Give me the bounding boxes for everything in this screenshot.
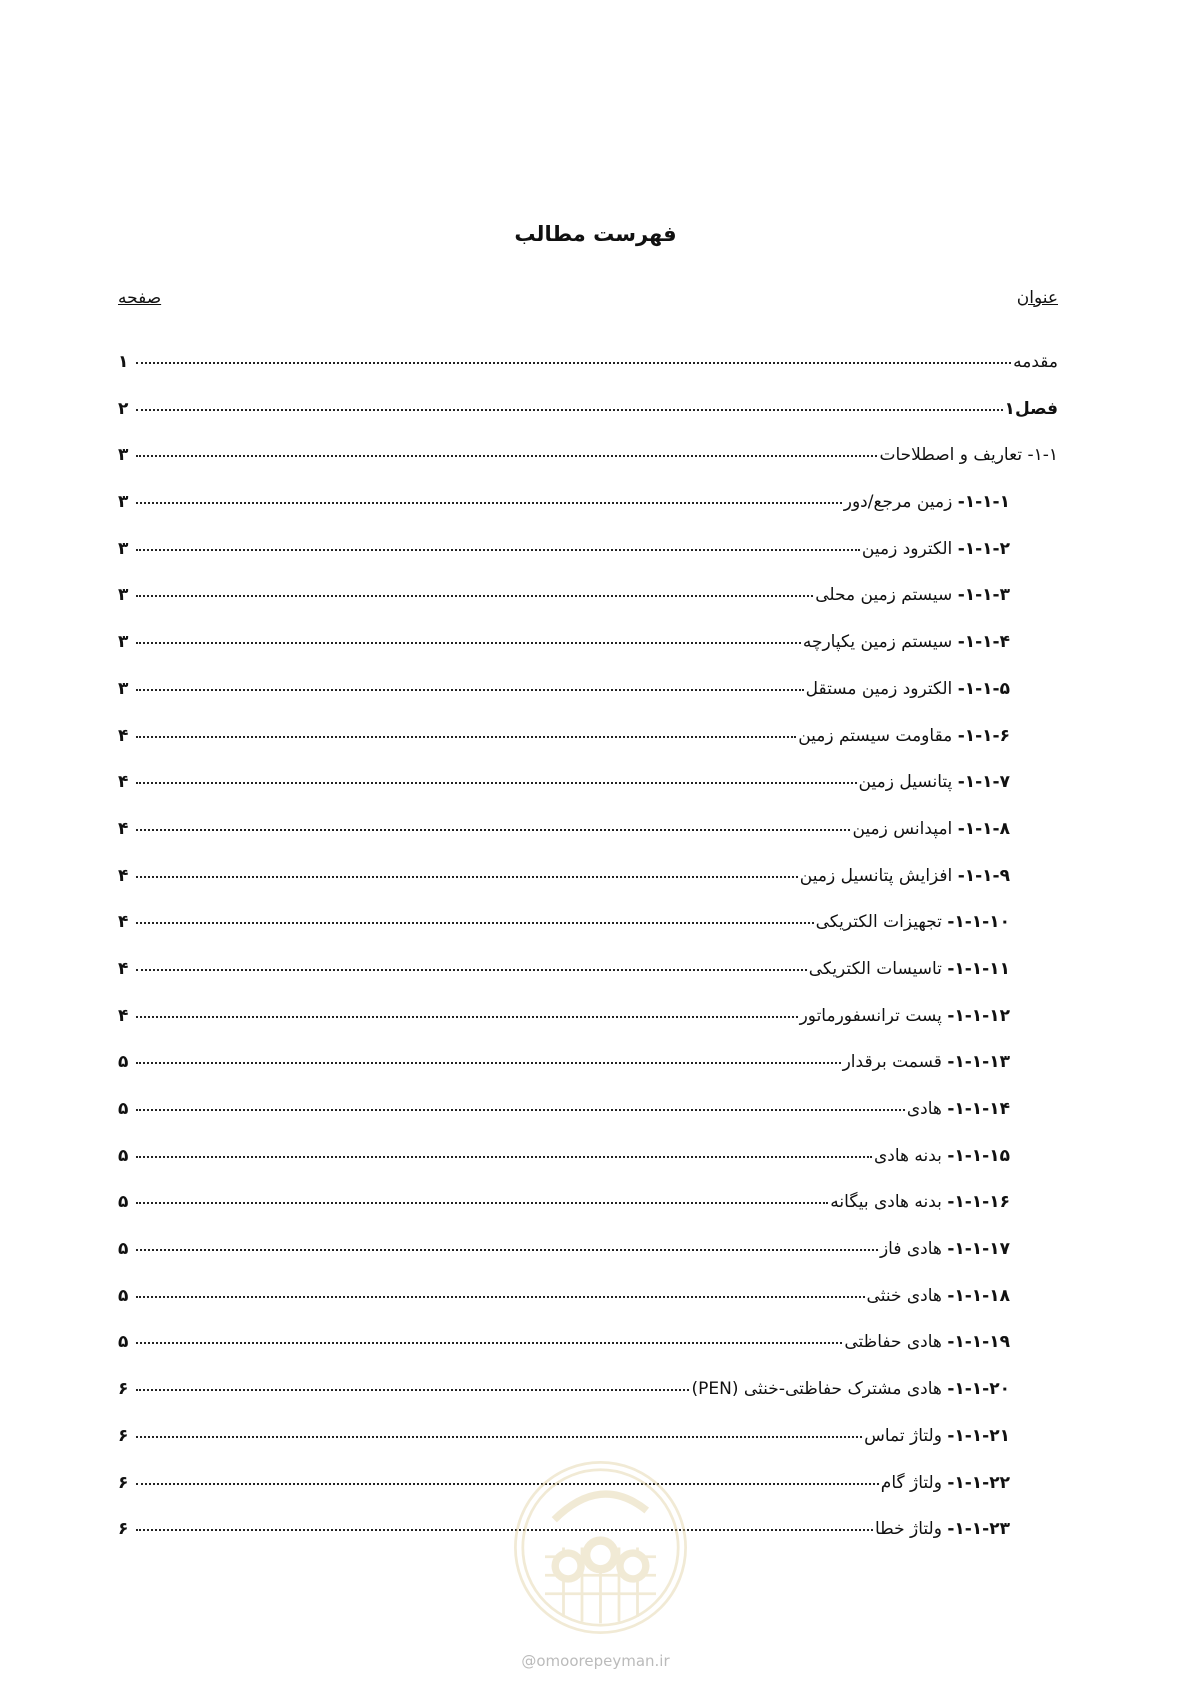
toc-entry-title — [867, 1286, 1058, 1306]
toc-entry-number: ۱-۱-۵- — [957, 678, 1010, 699]
toc-entry-page: ۴ — [118, 1005, 129, 1026]
toc-entry[interactable] — [118, 352, 1058, 399]
toc-leader-dots — [136, 1529, 873, 1531]
toc-entry-page: ۳ — [118, 492, 129, 513]
toc-entry-number: ۱-۱-۶- — [957, 725, 1010, 746]
toc-entry-number: ۱-۱-۱۸- — [947, 1285, 1010, 1306]
toc-entry-page: ۵ — [118, 1099, 129, 1119]
toc-entry-text: ولتاژ خطا — [874, 1519, 948, 1540]
toc-entry[interactable] — [118, 912, 1058, 959]
toc-entry-title — [864, 1426, 1058, 1446]
toc-entry-number: ۱-۱-۲۲- — [947, 1472, 1010, 1493]
toc-entry-page: ۳ — [118, 445, 129, 466]
toc-entry-number: ۱-۱-۱۵- — [947, 1145, 1010, 1166]
toc-entry-title — [879, 445, 1058, 465]
toc-entry-title — [830, 1192, 1058, 1212]
toc-leader-dots — [136, 736, 796, 738]
toc-entry-page: ۶ — [118, 1472, 129, 1493]
toc-entry-text: هادی خنثی — [866, 1285, 948, 1306]
toc-leader-dots — [136, 689, 804, 691]
toc-entry-title — [907, 1099, 1058, 1119]
toc-entry-number: ۱-۱-۳- — [957, 585, 1010, 606]
toc-entry-page: ۵ — [118, 1239, 129, 1260]
toc-entry-text: هادی مشترک حفاظتی-خنثی (PEN) — [691, 1379, 948, 1400]
toc-entry-text: الکترود زمین — [861, 538, 958, 559]
toc-entry-text: پتانسیل زمین — [858, 772, 958, 793]
toc-entry-number: ۱-۱-۲۱- — [947, 1425, 1010, 1446]
toc-entry-text: افزایش پتانسیل زمین — [799, 865, 958, 886]
toc-entry[interactable] — [118, 1239, 1058, 1286]
toc-entry-number: ۱-۱-۱۴- — [947, 1099, 1010, 1119]
page-title: فهرست مطالب — [514, 222, 677, 246]
toc-entry[interactable] — [118, 1286, 1058, 1333]
toc-entry-number: ۱-۱-۴- — [957, 632, 1010, 653]
toc-entry-title — [862, 539, 1058, 559]
toc-entry-text: قسمت برقدار — [842, 1052, 948, 1073]
toc-leader-dots — [136, 1342, 842, 1344]
toc-entry-number: ۱-۱-۲- — [957, 538, 1010, 559]
toc-entry-text: بدنه هادی — [873, 1145, 948, 1166]
toc-entry-number: ۱-۱-۱۰- — [947, 912, 1010, 933]
toc-entry-page: ۵ — [118, 1192, 129, 1213]
toc-entry-title — [815, 585, 1058, 605]
toc-entry-text: زمین مرجع/دور — [843, 492, 958, 513]
toc-entry-title — [800, 866, 1058, 886]
toc-entry-page: ۵ — [118, 1145, 129, 1166]
toc-entry-text: بدنه هادی بیگانه — [830, 1192, 948, 1213]
toc-entry-title — [880, 1239, 1058, 1259]
toc-entry-text: پست ترانسفورماتور — [799, 1005, 948, 1026]
toc-entry-title — [874, 1146, 1058, 1166]
toc-entry-text: مقدمه — [1013, 352, 1058, 372]
toc-entry-title — [816, 912, 1058, 932]
toc-leader-dots — [136, 595, 813, 597]
toc-entry-number: ۱-۱-۲۰- — [947, 1379, 1010, 1400]
column-header-title: عنوان — [1016, 288, 1058, 308]
toc-entry-page: ۳ — [118, 585, 129, 606]
toc-leader-dots — [136, 362, 1011, 364]
column-header-page: صفحه — [118, 288, 162, 308]
toc-entry-title — [806, 679, 1058, 699]
toc-entry-title — [809, 959, 1058, 979]
toc-entry-page: ۳ — [118, 678, 129, 699]
toc-leader-dots — [136, 876, 798, 878]
toc-entry-number: ۱-۱-۹- — [957, 865, 1010, 886]
toc-leader-dots — [136, 782, 857, 784]
toc-entry-page: ۴ — [118, 865, 129, 886]
toc-entry-page: ۴ — [118, 912, 129, 933]
toc-entry-title — [691, 1379, 1058, 1399]
toc-entry-text: تاسیسات الکتریکی — [808, 958, 948, 979]
toc-entry-page: ۳ — [118, 538, 129, 559]
toc-leader-dots — [136, 502, 842, 504]
toc-entry[interactable] — [118, 819, 1058, 866]
toc-entry-number: ۱-۱- — [1027, 445, 1058, 466]
toc-entry-page: ۱ — [118, 352, 129, 372]
toc-leader-dots — [136, 409, 1003, 411]
toc-entry-page: ۴ — [118, 725, 129, 746]
toc-entry[interactable] — [118, 772, 1058, 819]
toc-entry[interactable] — [118, 632, 1058, 679]
toc-entry-title — [852, 819, 1058, 839]
toc-entry-page: ۴ — [118, 958, 129, 979]
toc-entry-page: ۵ — [118, 1332, 129, 1353]
toc-leader-dots — [136, 1062, 841, 1064]
toc-entry-page: ۲ — [118, 398, 129, 419]
toc-entry-text: مقاومت سیستم زمین — [798, 725, 958, 746]
toc-entry-text: تجهیزات الکتریکی — [815, 912, 948, 933]
toc-entry-page: ۴ — [118, 818, 129, 839]
toc-entry-title — [803, 632, 1058, 652]
toc-entry-text: امپدانس زمین — [852, 818, 958, 839]
toc-entry-number: ۱-۱-۱۲- — [947, 1005, 1010, 1026]
toc-leader-dots — [136, 1249, 878, 1251]
toc-entry[interactable] — [118, 445, 1058, 492]
toc-entry-title — [798, 726, 1058, 746]
toc-entry-title — [881, 1473, 1058, 1493]
toc-leader-dots — [136, 829, 850, 831]
toc-entry-title — [875, 1519, 1058, 1539]
toc-leader-dots — [136, 642, 801, 644]
toc-leader-dots — [136, 1109, 905, 1111]
toc-leader-dots — [136, 1389, 689, 1391]
toc-entry[interactable] — [118, 1332, 1058, 1379]
toc-entry-text: الکترود زمین مستقل — [805, 678, 958, 699]
toc-entry[interactable] — [118, 679, 1058, 726]
toc-entry-number: ۱-۱-۱۷- — [947, 1239, 1010, 1260]
toc-entry-page: ۳ — [118, 632, 129, 653]
toc-leader-dots — [136, 969, 807, 971]
toc-leader-dots — [136, 1202, 828, 1204]
toc-entry-number: ۱-۱-۱۶- — [947, 1192, 1010, 1213]
toc-entry-page: ۶ — [118, 1425, 129, 1446]
toc-entry-number: ۱-۱-۱۹- — [947, 1332, 1010, 1353]
toc-entry-number: ۱-۱-۷- — [957, 772, 1010, 793]
toc-entry-number: ۱-۱-۱- — [957, 492, 1010, 513]
toc-entry[interactable] — [118, 866, 1058, 913]
toc-entry-title — [859, 772, 1058, 792]
toc-entry-text: هادی — [906, 1099, 948, 1119]
toc-leader-dots — [136, 549, 860, 551]
toc-list — [118, 352, 1058, 1566]
toc-entry-number: ۱-۱-۲۳- — [947, 1519, 1010, 1540]
toc-entry[interactable] — [118, 492, 1058, 539]
toc-leader-dots — [136, 1156, 872, 1158]
toc-entry-number: ۱-۱-۸- — [957, 818, 1010, 839]
toc-entry-title — [844, 492, 1058, 512]
toc-entry[interactable] — [118, 1192, 1058, 1239]
toc-entry-page: ۵ — [118, 1052, 129, 1073]
toc-entry-title — [1005, 399, 1058, 419]
toc-entry-page: ۵ — [118, 1285, 129, 1306]
toc-entry-title — [844, 1332, 1058, 1352]
toc-entry-title — [843, 1052, 1058, 1072]
toc-leader-dots — [136, 1436, 862, 1438]
toc-entry-number: ۱-۱-۱۱- — [947, 958, 1010, 979]
toc-entry[interactable] — [118, 726, 1058, 773]
toc-entry[interactable] — [118, 1006, 1058, 1053]
toc-leader-dots — [136, 455, 877, 457]
toc-entry[interactable] — [118, 1146, 1058, 1193]
toc-entry[interactable] — [118, 539, 1058, 586]
toc-leader-dots — [136, 922, 814, 924]
toc-entry[interactable] — [118, 1099, 1058, 1146]
toc-entry-title — [800, 1006, 1058, 1026]
toc-entry-page: ۴ — [118, 772, 129, 793]
toc-leader-dots — [136, 1016, 798, 1018]
toc-entry-text: ولتاژ گام — [880, 1472, 948, 1493]
toc-entry-text: هادی فاز — [879, 1239, 948, 1260]
toc-entry-page: ۶ — [118, 1379, 129, 1400]
toc-entry-text: ولتاژ تماس — [864, 1425, 948, 1446]
watermark-logo-icon — [508, 1455, 693, 1640]
toc-entry-page: ۶ — [118, 1519, 129, 1540]
toc-entry-text: سیستم زمین یکپارچه — [802, 632, 958, 653]
toc-entry-number: ۱-۱-۱۳- — [947, 1052, 1010, 1073]
toc-entry[interactable] — [118, 959, 1058, 1006]
toc-entry-text: فصل۱ — [1004, 398, 1058, 419]
toc-entry[interactable] — [118, 1052, 1058, 1099]
toc-entry[interactable] — [118, 1379, 1058, 1426]
toc-entry[interactable] — [118, 399, 1058, 446]
toc-entry-text: تعاریف و اصطلاحات — [879, 445, 1028, 466]
toc-entry-title — [1013, 352, 1058, 372]
watermark-site: @omoorepeyman.ir — [521, 1652, 670, 1670]
toc-entry-text: سیستم زمین محلی — [815, 585, 958, 606]
toc-leader-dots — [136, 1296, 865, 1298]
toc-entry[interactable] — [118, 585, 1058, 632]
toc-entry-text: هادی حفاظتی — [844, 1332, 948, 1353]
